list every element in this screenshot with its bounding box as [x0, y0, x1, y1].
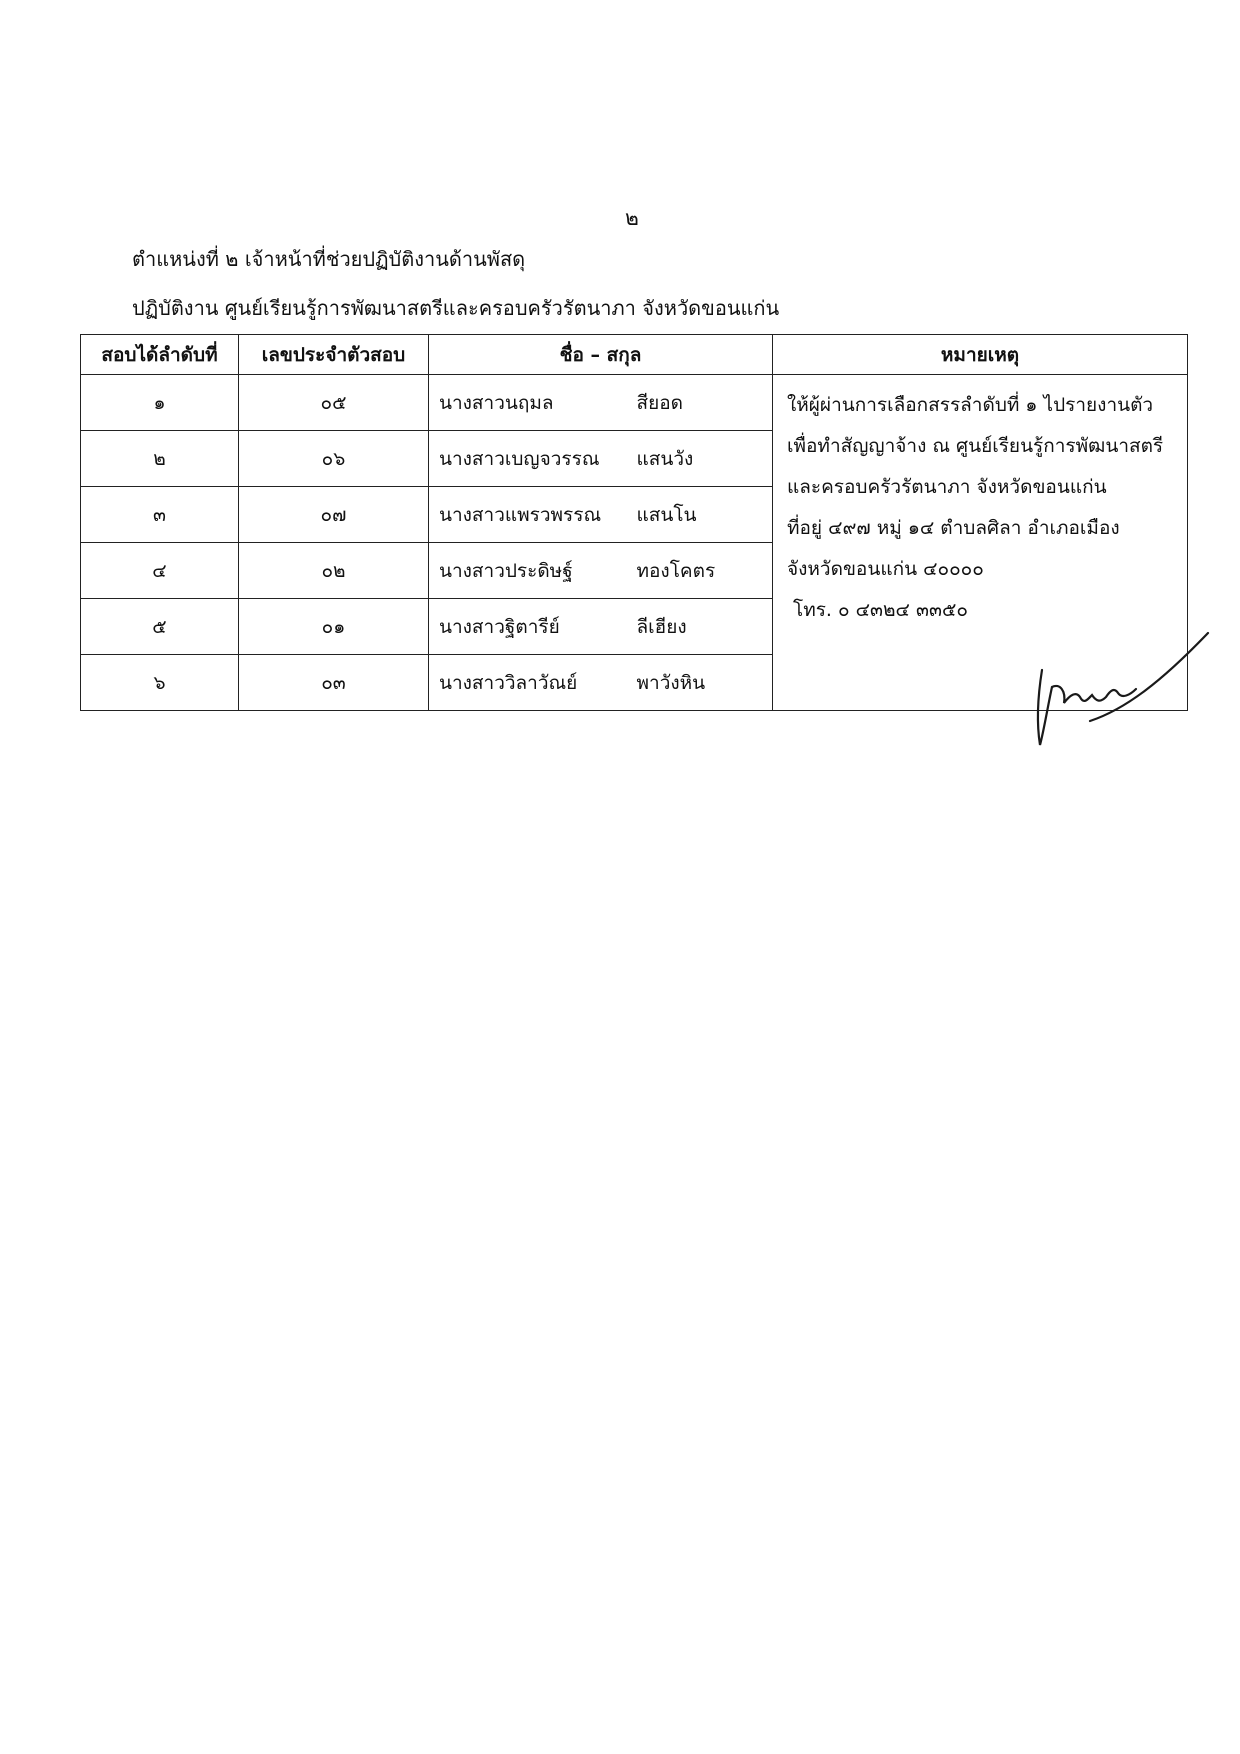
exam-id-cell: ๐๕ [239, 375, 429, 431]
remark-line: เพื่อทำสัญญาจ้าง ณ ศูนย์เรียนรู้การพัฒนาสตรี [787, 435, 1164, 457]
surname-cell: แสนวัง [627, 431, 773, 487]
handwritten-signature-icon [1030, 625, 1220, 755]
header-rank: สอบได้ลำดับที่ [81, 335, 239, 375]
first-name-cell: นางสาวนฤมล [429, 375, 627, 431]
rank-cell: ๖ [81, 655, 239, 711]
exam-id-cell: ๐๑ [239, 599, 429, 655]
first-name-cell: นางสาวประดิษฐ์ [429, 543, 627, 599]
rank-cell: ๕ [81, 599, 239, 655]
remark-line: และครอบครัวรัตนาภา จังหวัดขอนแก่น [787, 476, 1107, 498]
surname-cell: สียอด [627, 375, 773, 431]
first-name-cell: นางสาวฐิตารีย์ [429, 599, 627, 655]
table-header-row [81, 335, 1188, 375]
rank-cell: ๑ [81, 375, 239, 431]
position-heading: ตำแหน่งที่ ๒ เจ้าหน้าที่ช่วยปฏิบัติงานด้านพัสดุ [132, 247, 526, 271]
header-exam-id: เลขประจำตัวสอบ [239, 335, 429, 375]
workplace-heading: ปฏิบัติงาน ศูนย์เรียนรู้การพัฒนาสตรีและครอบครัวรัตนาภา จังหวัดขอนแก่น [132, 296, 780, 320]
rank-cell: ๔ [81, 543, 239, 599]
rank-cell: ๓ [81, 487, 239, 543]
first-name-cell: นางสาวเบญจวรรณ [429, 431, 627, 487]
rank-cell: ๒ [81, 431, 239, 487]
surname-cell: ลีเฮียง [627, 599, 773, 655]
table-row [81, 375, 1188, 431]
surname-cell: พาวังหิน [627, 655, 773, 711]
exam-id-cell: ๐๒ [239, 543, 429, 599]
remark-line: ให้ผู้ผ่านการเลือกสรรลำดับที่ ๑ ไปรายงานตัว [787, 394, 1154, 416]
header-remark: หมายเหตุ [773, 335, 1188, 375]
page-number: ๒ [625, 206, 639, 230]
first-name-cell: นางสาวแพรวพรรณ [429, 487, 627, 543]
exam-id-cell: ๐๖ [239, 431, 429, 487]
header-name: ชื่อ – สกุล [429, 335, 773, 375]
remark-phone: โทร. ๐ ๔๓๒๔ ๓๓๕๐ [793, 599, 968, 621]
first-name-cell: นางสาววิลาวัณย์ [429, 655, 627, 711]
remark-line: ที่อยู่ ๔๙๗ หมู่ ๑๔ ตำบลศิลา อำเภอเมือง [787, 517, 1120, 539]
remark-line: จังหวัดขอนแก่น ๔๐๐๐๐ [787, 558, 984, 580]
exam-id-cell: ๐๗ [239, 487, 429, 543]
surname-cell: ทองโคตร [627, 543, 773, 599]
surname-cell: แสนโน [627, 487, 773, 543]
results-table [80, 334, 1188, 711]
exam-id-cell: ๐๓ [239, 655, 429, 711]
